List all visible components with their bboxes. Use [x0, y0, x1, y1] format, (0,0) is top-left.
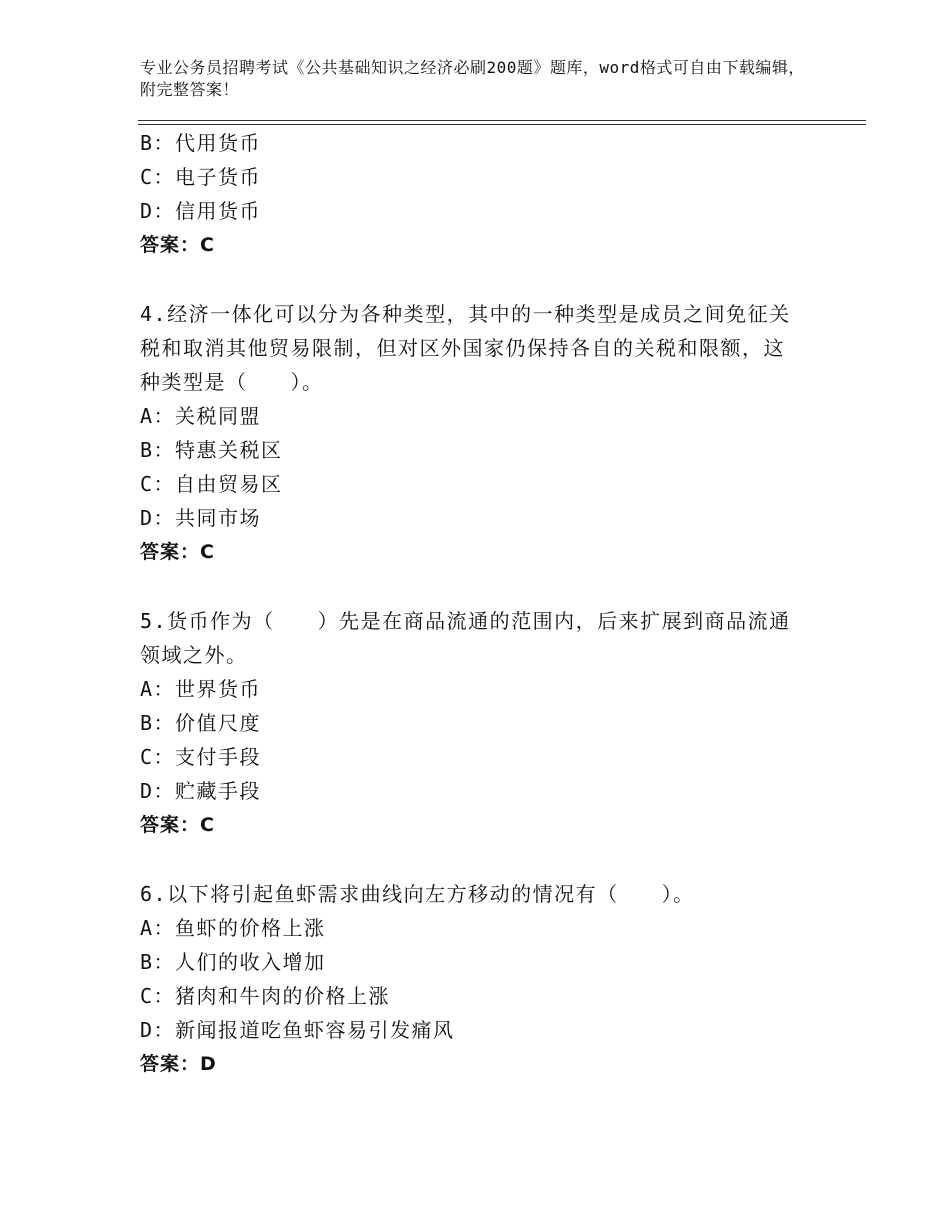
option-b: B：人们的收入增加	[140, 950, 326, 974]
question-block-4	[140, 297, 820, 569]
question-block-5	[140, 604, 820, 842]
option-a: A：世界货币	[140, 677, 262, 701]
page-header: 专业公务员招聘考试《公共基础知识之经济必刷200题》题库，word格式可自由下载编辑，附完整答案！	[140, 58, 805, 99]
answer: 答案：C	[140, 814, 215, 836]
option-b: B：代用货币	[140, 131, 262, 155]
option-a: A：鱼虾的价格上涨	[140, 916, 326, 940]
option-c: C：支付手段	[140, 745, 262, 769]
option-c: C：自由贸易区	[140, 472, 283, 496]
answer: 答案：D	[140, 1053, 217, 1075]
option-c: C：电子货币	[140, 165, 262, 189]
option-d: D：新闻报道吃鱼虾容易引发痛风	[140, 1018, 455, 1042]
option-b: B：特惠关税区	[140, 438, 283, 462]
header-rule-bottom	[138, 124, 866, 125]
question-text: 5.货币作为（ ）先是在商品流通的范围内，后来扩展到商品流通领域之外。	[140, 609, 791, 667]
header-rule-top	[138, 120, 866, 121]
question-block-6	[140, 877, 820, 1081]
question-text: 6.以下将引起鱼虾需求曲线向左方移动的情况有（ ）。	[140, 882, 695, 906]
option-b: B：价值尺度	[140, 711, 262, 735]
option-c: C：猪肉和牛肉的价格上涨	[140, 984, 391, 1008]
option-d: D：共同市场	[140, 506, 262, 530]
option-d: D：信用货币	[140, 199, 262, 223]
question-list	[140, 126, 820, 1081]
answer: 答案：C	[140, 234, 215, 256]
answer: 答案：C	[140, 541, 215, 563]
question-block-3-partial	[140, 126, 820, 262]
option-a: A：关税同盟	[140, 404, 262, 428]
option-d: D：贮藏手段	[140, 779, 262, 803]
question-text: 4.经济一体化可以分为各种类型，其中的一种类型是成员之间免征关税和取消其他贸易限制，但对区外国家仍保持各自的关税和限额，这种类型是（ ）。	[140, 302, 791, 394]
